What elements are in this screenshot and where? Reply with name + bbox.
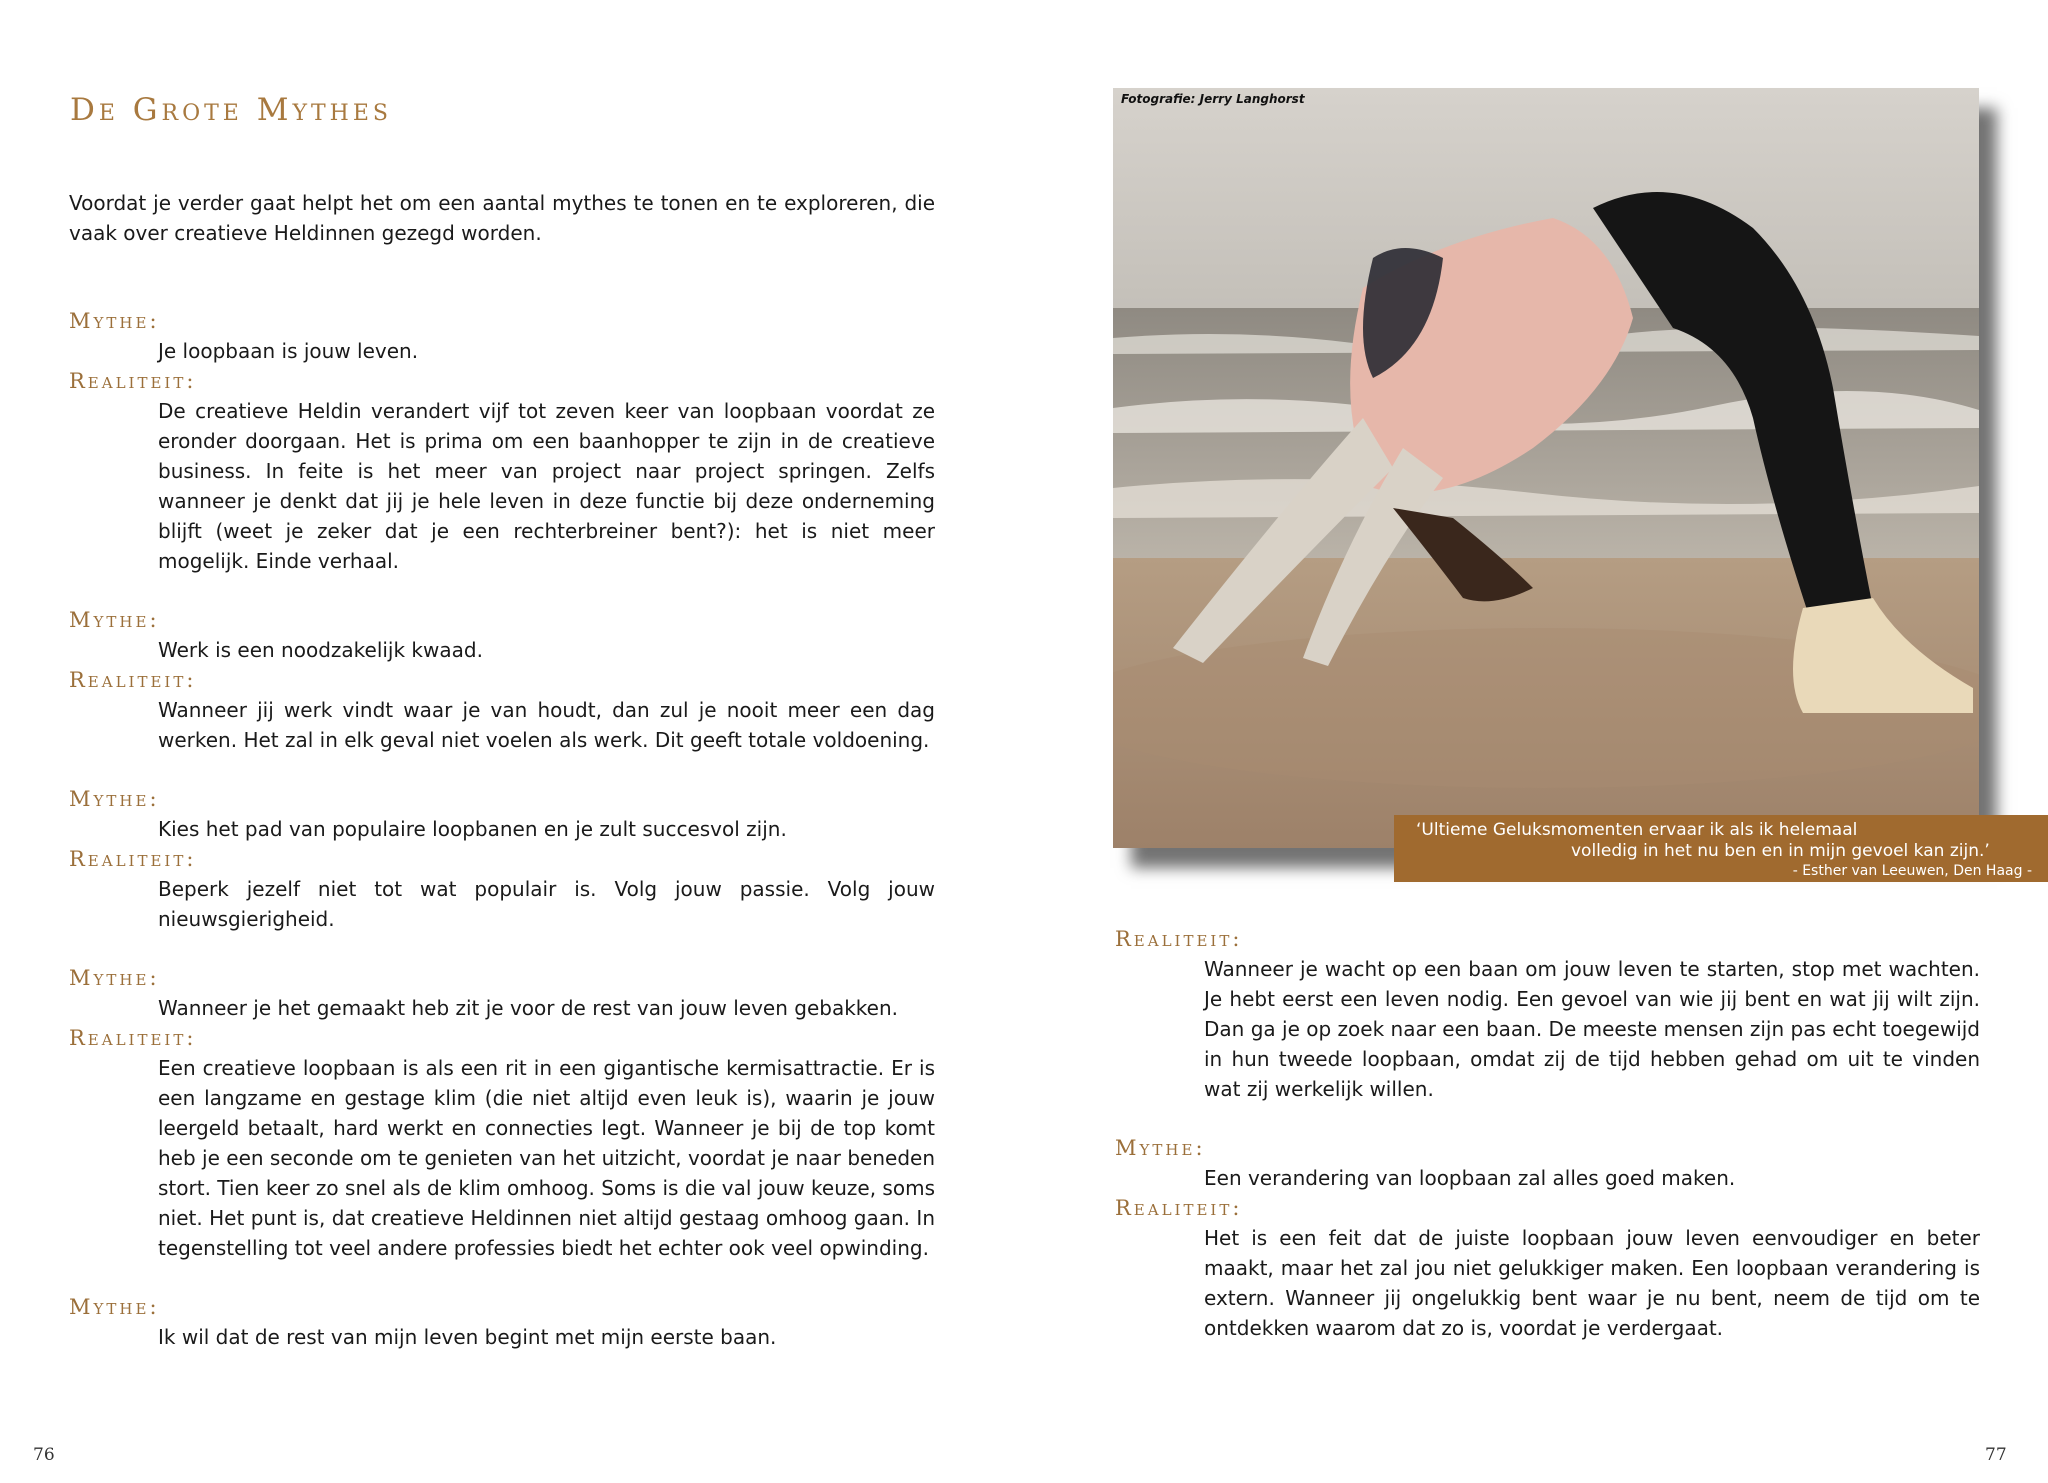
continued-reality xyxy=(1115,924,1980,1104)
reality-text: Wanneer jij werk vindt waar je van houdt, dan zul je nooit meer een dag werken. Het zal in elk geval niet voelen als werk. Dit geeft totale voldoening. xyxy=(158,698,935,752)
reality-text: De creatieve Heldin verandert vijf tot zeven keer van loopbaan voordat ze eronder doorgaan. Het is prima om een baanhopper te zijn in de creatieve business. In feite is het meer van project naar project springen. Zelfs wanneer je denkt dat jij je hele leven in deze functie bij deze onderneming blijft (weet je zeker dat je een rechterbreiner bent?): het is niet meer mogelijk. Einde verhaal. xyxy=(158,399,935,573)
photo-credit: Fotografie: Jerry Langhorst xyxy=(1121,92,1305,106)
quote-line-2: volledig in het nu ben en in mijn gevoel kan zijn.’ xyxy=(1571,841,1990,861)
myth-text: Werk is een noodzakelijk kwaad. xyxy=(158,638,483,662)
page-number-right: 77 xyxy=(1985,1445,2007,1465)
reality-label: Realiteit: xyxy=(69,668,197,692)
reality-label: Realiteit: xyxy=(1115,927,1243,951)
quote-attribution: - Esther van Leeuwen, Den Haag - xyxy=(1792,863,2032,879)
myth-text: Kies het pad van populaire loopbanen en je zult succesvol zijn. xyxy=(158,817,787,841)
myth-text: Een verandering van loopbaan zal alles goed maken. xyxy=(1204,1166,1736,1190)
reality-label: Realiteit: xyxy=(69,1026,197,1050)
reality-label: Realiteit: xyxy=(69,847,197,871)
intro-paragraph: Voordat je verder gaat helpt het om een aantal mythes te tonen en te exploreren, die vaak over creatieve Heldinnen gezegd worden. xyxy=(69,191,935,245)
myth-label: Mythe: xyxy=(69,787,160,811)
page-number-left: 76 xyxy=(33,1445,55,1465)
myth-label: Mythe: xyxy=(69,309,160,333)
myth-label: Mythe: xyxy=(69,608,160,632)
reality-label: Realiteit: xyxy=(69,369,197,393)
reality-text: Een creatieve loopbaan is als een rit in een gigantische kermisattractie. Er is een langzame en gestage klim (die niet altijd even leuk is), waarin je jouw leergeld betaalt, hard werkt en connecties legt. Wanneer je bij de top komt heb je een seconde om te genieten van het uitzicht, voordat je naar beneden stort. Tien keer zo snel als de klim omhoog. Soms is die val jouw keuze, soms niet. Het punt is, dat creatieve Heldinnen niet altijd gestaag omhoog gaan. In tegenstelling tot veel andere professies biedt het echter ook veel opwinding. xyxy=(158,1056,935,1260)
myth-entry-2 xyxy=(69,605,935,755)
myth-text: Je loopbaan is jouw leven. xyxy=(158,339,419,363)
myth-entry-5 xyxy=(69,1292,935,1352)
page-title: De Grote Mythes xyxy=(70,92,392,128)
myth-entry-4 xyxy=(69,963,935,1263)
quote-line-1: ‘Ultieme Geluksmomenten ervaar ik als ik helemaal xyxy=(1416,820,1858,840)
myth-text: Ik wil dat de rest van mijn leven begint met mijn eerste baan. xyxy=(158,1325,777,1349)
myth-entry-1 xyxy=(69,306,935,576)
reality-text: Wanneer je wacht op een baan om jouw leven te starten, stop met wachten. Je hebt eerst een leven nodig. Een gevoel van wie jij bent en wat jij wilt zijn. Dan ga je op zoek naar een baan. De meeste mensen zijn pas echt toegewijd in hun tweede loopbaan, omdat zij de tijd hebben gehad om uit te vinden wat zij werkelijk willen. xyxy=(1204,957,1980,1101)
myth-entry-6 xyxy=(1115,1133,1980,1343)
myth-label: Mythe: xyxy=(69,966,160,990)
myth-label: Mythe: xyxy=(1115,1136,1206,1160)
reality-text: Het is een feit dat de juiste loopbaan jouw leven eenvoudiger en beter maakt, maar het zal jou niet gelukkiger maken. Een loopbaan verandering is extern. Wanneer jij ongelukkig bent waar je nu bent, neem de tijd om te ontdekken waarom dat zo is, voordat je verdergaat. xyxy=(1204,1226,1980,1340)
reality-text: Beperk jezelf niet tot wat populair is. Volg jouw passie. Volg jouw nieuwsgierigheid. xyxy=(158,877,935,931)
reality-label: Realiteit: xyxy=(1115,1196,1243,1220)
right-page xyxy=(1024,0,2048,1483)
myth-entry-3 xyxy=(69,784,935,934)
myth-text: Wanneer je het gemaakt heb zit je voor de rest van jouw leven gebakken. xyxy=(158,996,899,1020)
myth-label: Mythe: xyxy=(69,1295,160,1319)
